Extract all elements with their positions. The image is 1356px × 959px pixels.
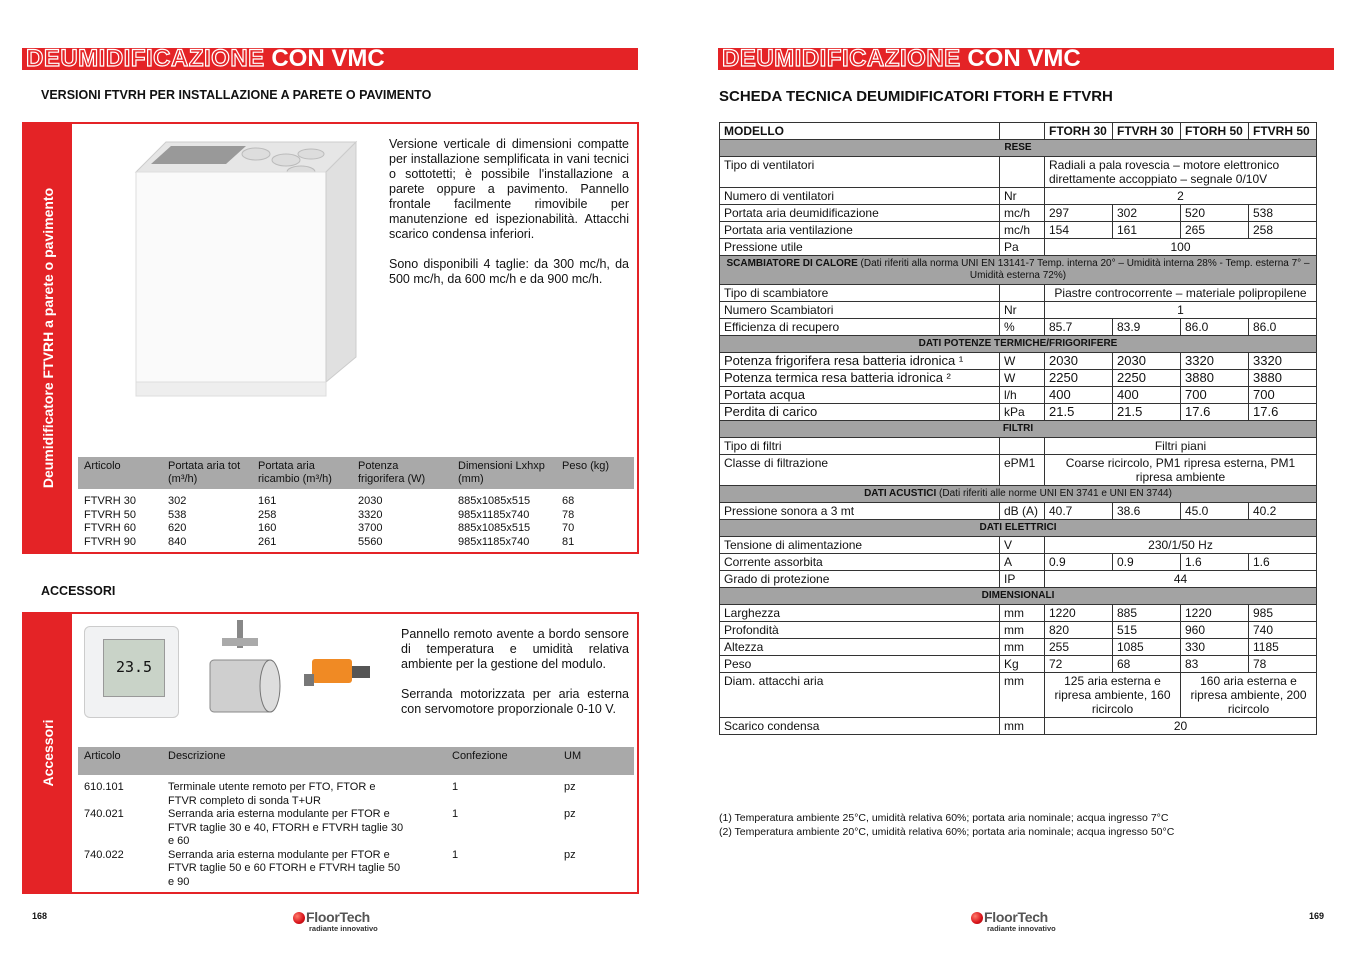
section-cell (720, 140, 1317, 157)
side-strip (24, 124, 72, 552)
spec-row (720, 404, 1317, 421)
spec-row (720, 605, 1317, 622)
spec-value: 820 (1045, 622, 1113, 639)
spec-value: 83 (1181, 656, 1249, 673)
spec-value: 83.9 (1113, 319, 1181, 336)
spec-value: 2030 (1113, 353, 1181, 370)
spec-value: 72 (1045, 656, 1113, 673)
spec-label: Tipo di scambiatore (720, 285, 1000, 302)
spec-label: Altezza (720, 639, 1000, 656)
spec-unit: mm (1000, 622, 1045, 639)
table-cell: 985x1185x740 (458, 508, 530, 521)
section-title: DATI POTENZE TERMICHE/FRIGORIFERE (918, 338, 1118, 349)
strip-label: Deumidificatore FTVRH a parete o pavimento (40, 187, 56, 489)
table-cell: FTVRH 60 (84, 522, 136, 534)
column-header: UM (558, 747, 634, 775)
spec-value: 3320 (1249, 353, 1317, 370)
spec-label: Classe di filtrazione (720, 455, 1000, 486)
spec-row (720, 673, 1317, 718)
spec-unit (1000, 157, 1045, 188)
section-row (720, 140, 1317, 157)
footnotes (719, 811, 1174, 839)
section-cell (720, 336, 1317, 353)
spec-value: 154 (1045, 222, 1113, 239)
page-number-right: 169 (1309, 911, 1325, 921)
spec-value: 3320 (1181, 353, 1249, 370)
column-header: Articolo (78, 457, 162, 489)
strip-label: Accessori (40, 719, 56, 787)
spec-label: Peso (720, 656, 1000, 673)
footnote-1: (1) Temperatura ambiente 25°C, umidità relativa 60%; portata aria nominale; acqua ingresso 7°C (719, 812, 1169, 824)
spec-value: 258 (1249, 222, 1317, 239)
spec-value: Piastre controcorrente – materiale polipropilene (1045, 285, 1317, 302)
spec-unit: Nr (1000, 188, 1045, 205)
section-note: (Dati riferiti alle norme UNI EN 3741 e UNI EN 3744) (936, 488, 1172, 499)
spec-unit: mm (1000, 605, 1045, 622)
spec-value: 17.6 (1249, 404, 1317, 421)
spec-label: Scarico condensa (720, 718, 1000, 735)
spec-row (720, 370, 1317, 387)
column-header: Descrizione (162, 747, 446, 775)
spec-value: 86.0 (1249, 319, 1317, 336)
spec-unit: mm (1000, 673, 1045, 718)
table-row (78, 522, 634, 536)
spec-value: 302 (1113, 205, 1181, 222)
spec-title: SCHEDA TECNICA DEUMIDIFICATORI FTORH E FTVRH (719, 88, 1113, 105)
table-cell: 740.022 (84, 848, 124, 861)
spec-row (720, 639, 1317, 656)
spec-value: 885 (1113, 605, 1181, 622)
spec-value: 520 (1181, 205, 1249, 222)
remote-panel-image (84, 626, 179, 718)
spec-value: 400 (1113, 387, 1181, 404)
spec-label: Numero Scambiatori (720, 302, 1000, 319)
column-header: Confezione (446, 747, 558, 775)
damper-image (204, 620, 284, 720)
section-row (720, 520, 1317, 537)
spec-value: 0.9 (1045, 554, 1113, 571)
spec-value: Coarse ricircolo, PM1 ripresa esterna, PM1 ripresa ambiente (1045, 455, 1317, 486)
table-cell: pz (564, 808, 576, 820)
accessory-text-damper: Serranda motorizzata per aria esterna con servomotore proporzionale 0-10 V. (401, 687, 629, 716)
table-cell: 261 (258, 535, 277, 548)
table-cell: 885x1085x515 (458, 495, 531, 507)
spec-value: 68 (1113, 656, 1181, 673)
spec-row (720, 622, 1317, 639)
logo-ball-icon (971, 912, 983, 924)
column-header: Peso (kg) (556, 457, 634, 489)
spec-value: 515 (1113, 622, 1181, 639)
spec-label: Pressione utile (720, 239, 1000, 256)
section-title: VERSIONI FTVRH PER INSTALLAZIONE A PARETE O PAVIMENTO (41, 88, 432, 102)
product-box (22, 122, 639, 554)
spec-value: 1185 (1249, 639, 1317, 656)
spec-value: 3880 (1181, 370, 1249, 387)
spec-label: Potenza termica resa batteria idronica ² (720, 370, 1000, 387)
logo-brand: FloorTech (984, 909, 1048, 925)
spec-label: Tensione di alimentazione (720, 537, 1000, 554)
table-cell: 1 (452, 781, 459, 793)
spec-row (720, 157, 1317, 188)
spec-value: 1220 (1045, 605, 1113, 622)
spec-unit: dB (A) (1000, 503, 1045, 520)
spec-row (720, 285, 1317, 302)
table-cell: 161 (258, 495, 277, 507)
spec-unit: mc/h (1000, 205, 1045, 222)
spec-value: 0.9 (1113, 554, 1181, 571)
table-cell: 160 (258, 522, 277, 534)
spec-row (720, 188, 1317, 205)
spec-unit: A (1000, 554, 1045, 571)
spec-value: 1 (1045, 302, 1317, 319)
spec-label: Pressione sonora a 3 mt (720, 503, 1000, 520)
spec-value: 161 (1113, 222, 1181, 239)
table-cell: 78 (562, 508, 575, 521)
spec-value: 44 (1045, 571, 1317, 588)
table-cell: 3320 (358, 508, 383, 521)
spec-value: 297 (1045, 205, 1113, 222)
spec-value: 700 (1249, 387, 1317, 404)
spec-value: 400 (1045, 387, 1113, 404)
spec-label: Tipo di ventilatori (720, 157, 1000, 188)
section-cell (720, 256, 1317, 285)
spec-row (720, 554, 1317, 571)
spec-value: 2250 (1045, 370, 1113, 387)
column-header: Portata aria tot (m³/h) (162, 457, 252, 489)
banner-solid-text: CON VMC (960, 48, 1081, 70)
spec-label: Corrente assorbita (720, 554, 1000, 571)
spec-value: FTVRH 30 (1113, 123, 1181, 140)
section-row (720, 256, 1317, 285)
spec-value: 985 (1249, 605, 1317, 622)
spec-label: Perdita di carico (720, 404, 1000, 421)
table-cell: pz (564, 781, 576, 793)
spec-row (720, 537, 1317, 554)
spec-label: Larghezza (720, 605, 1000, 622)
servomotor-image (302, 644, 382, 704)
section-cell (720, 486, 1317, 503)
spec-value: 2250 (1113, 370, 1181, 387)
table-cell: 1 (452, 848, 459, 861)
table-cell: 610.101 (84, 781, 124, 793)
spec-value: 1220 (1181, 605, 1249, 622)
table-cell: Terminale utente remoto per FTO, FTOR e FTVR completo di sonda T+UR (168, 781, 376, 807)
spec-value: 160 aria esterna e ripresa ambiente, 200 ricircolo (1181, 673, 1317, 718)
floortech-logo-left (293, 909, 393, 935)
spec-value: FTVRH 50 (1249, 123, 1317, 140)
spec-row (720, 387, 1317, 404)
product-sizes: Sono disponibili 4 taglie: da 300 mc/h, da 500 mc/h, da 600 mc/h e da 900 mc/h. (389, 257, 629, 286)
spec-label: Portata aria deumidificazione (720, 205, 1000, 222)
header-row (720, 123, 1317, 140)
spec-value: 1085 (1113, 639, 1181, 656)
section-cell (720, 421, 1317, 438)
spec-label: Grado di protezione (720, 571, 1000, 588)
table-cell: 302 (168, 495, 187, 507)
spec-row (720, 319, 1317, 336)
spec-unit: Nr (1000, 302, 1045, 319)
spec-value: 45.0 (1181, 503, 1249, 520)
table-cell: 70 (562, 522, 575, 534)
spec-value: 538 (1249, 205, 1317, 222)
logo-brand: FloorTech (306, 909, 370, 925)
spec-label: Profondità (720, 622, 1000, 639)
column-header: Potenza frigorifera (W) (352, 457, 452, 489)
spec-label: Potenza frigorifera resa batteria idronica ¹ (720, 353, 1000, 370)
spec-unit: W (1000, 370, 1045, 387)
spec-label: Efficienza di recupero (720, 319, 1000, 336)
product-table (78, 457, 634, 549)
spec-value: FTORH 30 (1045, 123, 1113, 140)
page-banner-left (22, 48, 638, 70)
thermostat-display: 23.5 (103, 639, 165, 697)
spec-unit: IP (1000, 571, 1045, 588)
spec-value: 3880 (1249, 370, 1317, 387)
accessories-table (78, 747, 634, 889)
section-title: SCAMBIATORE DI CALORE (726, 258, 858, 269)
spec-unit: Kg (1000, 656, 1045, 673)
spec-row (720, 656, 1317, 673)
page-banner-right (718, 48, 1334, 70)
section-cell (720, 588, 1317, 605)
spec-row (720, 353, 1317, 370)
spec-value: 40.7 (1045, 503, 1113, 520)
table-cell: Serranda aria esterna modulante per FTOR e FTVR taglie 50 e 60 FTORH e FTVRH taglie 50 e 90 (168, 848, 401, 888)
spec-row (720, 302, 1317, 319)
table-cell: 740.021 (84, 808, 124, 820)
spec-label: Numero di ventilatori (720, 188, 1000, 205)
spec-unit (1000, 438, 1045, 455)
table-cell: 5560 (358, 535, 383, 548)
spec-row (720, 718, 1317, 735)
spec-value: 125 aria esterna e ripresa ambiente, 160 ricircolo (1045, 673, 1181, 718)
spec-value: Filtri piani (1045, 438, 1317, 455)
side-strip (24, 614, 72, 892)
table-row (78, 849, 634, 890)
spec-unit: mm (1000, 718, 1045, 735)
table-cell: 840 (168, 535, 187, 548)
spec-value: 20 (1045, 718, 1317, 735)
spec-value: 100 (1045, 239, 1317, 256)
column-header: Portata aria ricambio (m³/h) (252, 457, 352, 489)
spec-value: 265 (1181, 222, 1249, 239)
page-number-left: 168 (32, 911, 48, 921)
floortech-logo-right (971, 909, 1071, 935)
spec-value: 40.2 (1249, 503, 1317, 520)
spec-value: Radiali a pala rovescia – motore elettronico direttamente accoppiato – segnale 0/10V (1045, 157, 1317, 188)
logo-tagline: radiante innovativo (987, 924, 1056, 933)
spec-unit: V (1000, 537, 1045, 554)
spec-row (720, 222, 1317, 239)
table-cell: 258 (258, 508, 277, 521)
spec-value: 700 (1181, 387, 1249, 404)
spec-row (720, 205, 1317, 222)
spec-label: Tipo di filtri (720, 438, 1000, 455)
accessory-text-panel: Pannello remoto avente a bordo sensore di temperatura e umidità relativa ambiente per la gestione del modulo. (401, 627, 629, 671)
accessories-title: ACCESSORI (41, 584, 116, 598)
spec-label: Portata acqua (720, 387, 1000, 404)
spec-value: 255 (1045, 639, 1113, 656)
section-title: RESE (1004, 142, 1032, 153)
table-cell: pz (564, 848, 576, 861)
section-title: DATI ACUSTICI (864, 488, 937, 499)
spec-label: Diam. attacchi aria (720, 673, 1000, 718)
spec-value: 17.6 (1181, 404, 1249, 421)
spec-label: Portata aria ventilazione (720, 222, 1000, 239)
section-row (720, 421, 1317, 438)
spec-unit: l/h (1000, 387, 1045, 404)
spec-unit (1000, 123, 1045, 140)
table-cell: 3700 (358, 522, 383, 534)
spec-row (720, 571, 1317, 588)
spec-value: 86.0 (1181, 319, 1249, 336)
section-row (720, 486, 1317, 503)
spec-unit: % (1000, 319, 1045, 336)
spec-unit: kPa (1000, 404, 1045, 421)
spec-table (719, 122, 1317, 735)
table-cell: 985x1185x740 (458, 535, 530, 548)
table-cell: FTVRH 30 (84, 495, 136, 507)
spec-label: MODELLO (720, 123, 1000, 140)
spec-value: FTORH 50 (1181, 123, 1249, 140)
product-description: Versione verticale di dimensioni compatte per installazione semplificata in vani tecnici o sottotetti; è possibile l'installazione a parete oppure a pavimento. Pannello frontale facilmente rimovibile per manutenzione ed ispezionabilità. Attacchi scarico condensa inferiori. (389, 137, 629, 241)
table-row (78, 536, 634, 550)
spec-row (720, 239, 1317, 256)
banner-solid-text: CON VMC (264, 48, 385, 70)
table-cell: Serranda aria esterna modulante per FTOR e FTVR taglie 30 e 40, FTORH e FTVRH taglie 30 e 60 (168, 808, 404, 847)
spec-unit: ePM1 (1000, 455, 1045, 486)
table-cell: 538 (168, 508, 187, 521)
table-row (78, 509, 634, 523)
table-cell: 2030 (358, 495, 383, 507)
spec-value: 740 (1249, 622, 1317, 639)
spec-value: 2030 (1045, 353, 1113, 370)
table-cell: 885x1085x515 (458, 522, 531, 534)
spec-value: 230/1/50 Hz (1045, 537, 1317, 554)
spec-unit: mm (1000, 639, 1045, 656)
spec-unit: mc/h (1000, 222, 1045, 239)
spec-value: 960 (1181, 622, 1249, 639)
spec-value: 78 (1249, 656, 1317, 673)
logo-tagline: radiante innovativo (309, 924, 378, 933)
column-header: Dimensioni Lxhxp (mm) (452, 457, 556, 489)
spec-value: 1.6 (1249, 554, 1317, 571)
spec-value: 85.7 (1045, 319, 1113, 336)
spec-row (720, 455, 1317, 486)
section-row (720, 588, 1317, 605)
product-image (106, 132, 386, 452)
table-cell: 68 (562, 495, 575, 507)
banner-outline-text: DEUMIDIFICAZIONE (26, 48, 265, 70)
section-cell (720, 520, 1317, 537)
accessories-box (22, 612, 639, 894)
section-row (720, 336, 1317, 353)
table-cell: 620 (168, 522, 187, 534)
logo-ball-icon (293, 912, 305, 924)
section-title: DIMENSIONALI (981, 590, 1055, 601)
banner-outline-text: DEUMIDIFICAZIONE (722, 48, 961, 70)
spec-unit: Pa (1000, 239, 1045, 256)
spec-value: 38.6 (1113, 503, 1181, 520)
column-header: Articolo (78, 747, 162, 775)
table-cell: FTVRH 90 (84, 535, 136, 548)
spec-row (720, 438, 1317, 455)
spec-value: 1.6 (1181, 554, 1249, 571)
table-cell: 81 (562, 535, 575, 548)
spec-row (720, 503, 1317, 520)
footnote-2: (2) Temperatura ambiente 20°C, umidità relativa 60%; portata aria nominale; acqua ingresso 50°C (719, 826, 1175, 838)
spec-value: 330 (1181, 639, 1249, 656)
spec-value: 2 (1045, 188, 1317, 205)
spec-value: 21.5 (1045, 404, 1113, 421)
table-cell: FTVRH 50 (84, 508, 136, 521)
section-title: FILTRI (1002, 423, 1034, 434)
spec-unit (1000, 285, 1045, 302)
table-cell: 1 (452, 808, 459, 820)
section-note: (Dati riferiti alla norma UNI EN 13141-7 Temp. interna 20° – Umidità interna 28% - Temp. esterna 7° – Umidità esterna 72%) (857, 258, 1310, 281)
table-row (78, 808, 634, 849)
table-row (78, 775, 634, 808)
spec-value: 21.5 (1113, 404, 1181, 421)
section-title: DATI ELETTRICI (979, 522, 1057, 533)
table-row (78, 489, 634, 509)
spec-unit: W (1000, 353, 1045, 370)
